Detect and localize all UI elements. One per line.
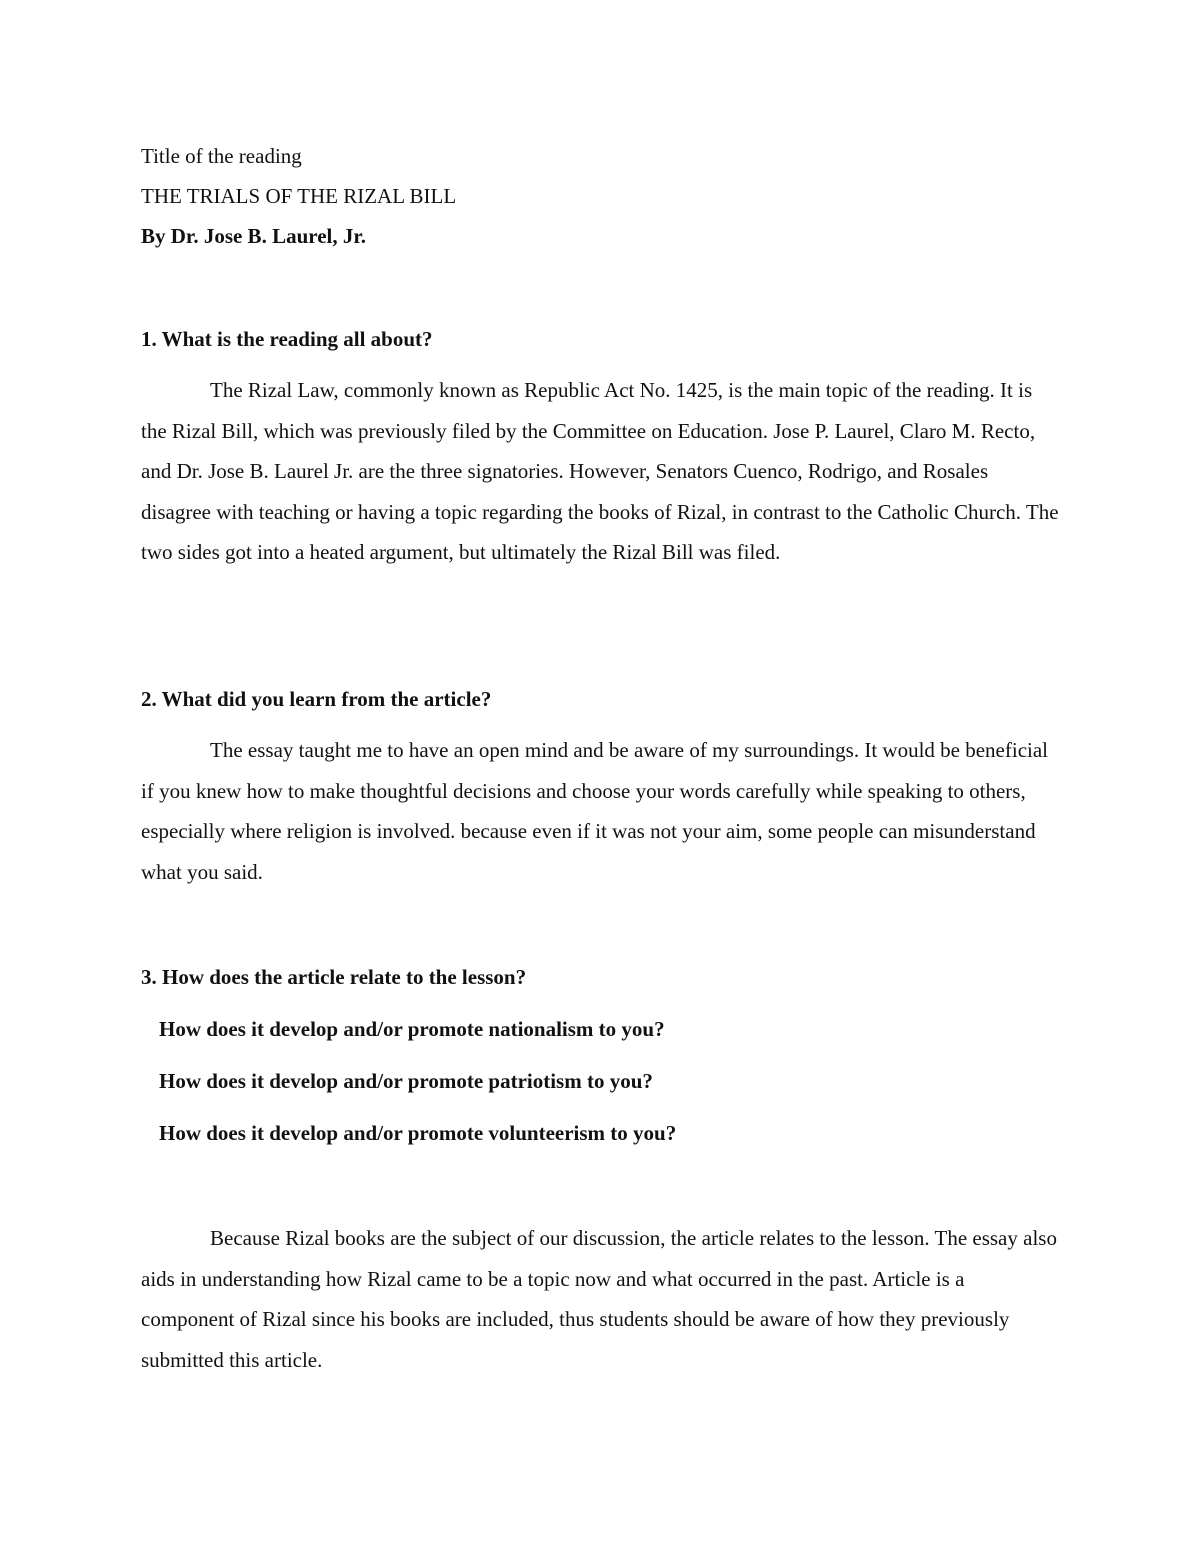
answer-3: Because Rizal books are the subject of our discussion, the article relates to the lesson. The essay also aids in understanding how Rizal came to be a topic now and what occurred in the past. Article is a component of Rizal since his books are included, thus students should be aware of how they previously submitted this article. [141, 1226, 1057, 1372]
reading-label: Title of the reading [141, 144, 302, 168]
reading-title: THE TRIALS OF THE RIZAL BILL [141, 184, 457, 208]
reading-author: By Dr. Jose B. Laurel, Jr. [141, 224, 366, 248]
question-2: 2. What did you learn from the article? [141, 687, 492, 711]
question-1: 1. What is the reading all about? [141, 327, 433, 351]
answer-2: The essay taught me to have an open mind and be aware of my surroundings. It would be beneficial if you knew how to make thoughtful decisions and choose your words carefully while speaking to others, especially where religion is involved. because even if it was not your aim, some people can misunderstand what you said. [141, 738, 1049, 884]
answer-1: The Rizal Law, commonly known as Republic Act No. 1425, is the main topic of the reading. It is the Rizal Bill, which was previously filed by the Committee on Education. Jose P. Laurel, Claro M. Recto, and Dr. Jose B. Laurel Jr. are the three signatories. However, Senators Cuenco, Rodrigo, and Rosales disagree with teaching or having a topic regarding the books of Rizal, in contrast to the Catholic Church. The two sides got into a heated argument, but ultimately the Rizal Bill was filed. [141, 378, 1059, 565]
subquestion-nationalism: How does it develop and/or promote nationalism to you? [159, 1017, 665, 1041]
question-3: 3. How does the article relate to the lesson? [141, 965, 527, 989]
subquestion-volunteerism: How does it develop and/or promote volunteerism to you? [159, 1121, 677, 1145]
subquestion-patriotism: How does it develop and/or promote patriotism to you? [159, 1069, 653, 1093]
